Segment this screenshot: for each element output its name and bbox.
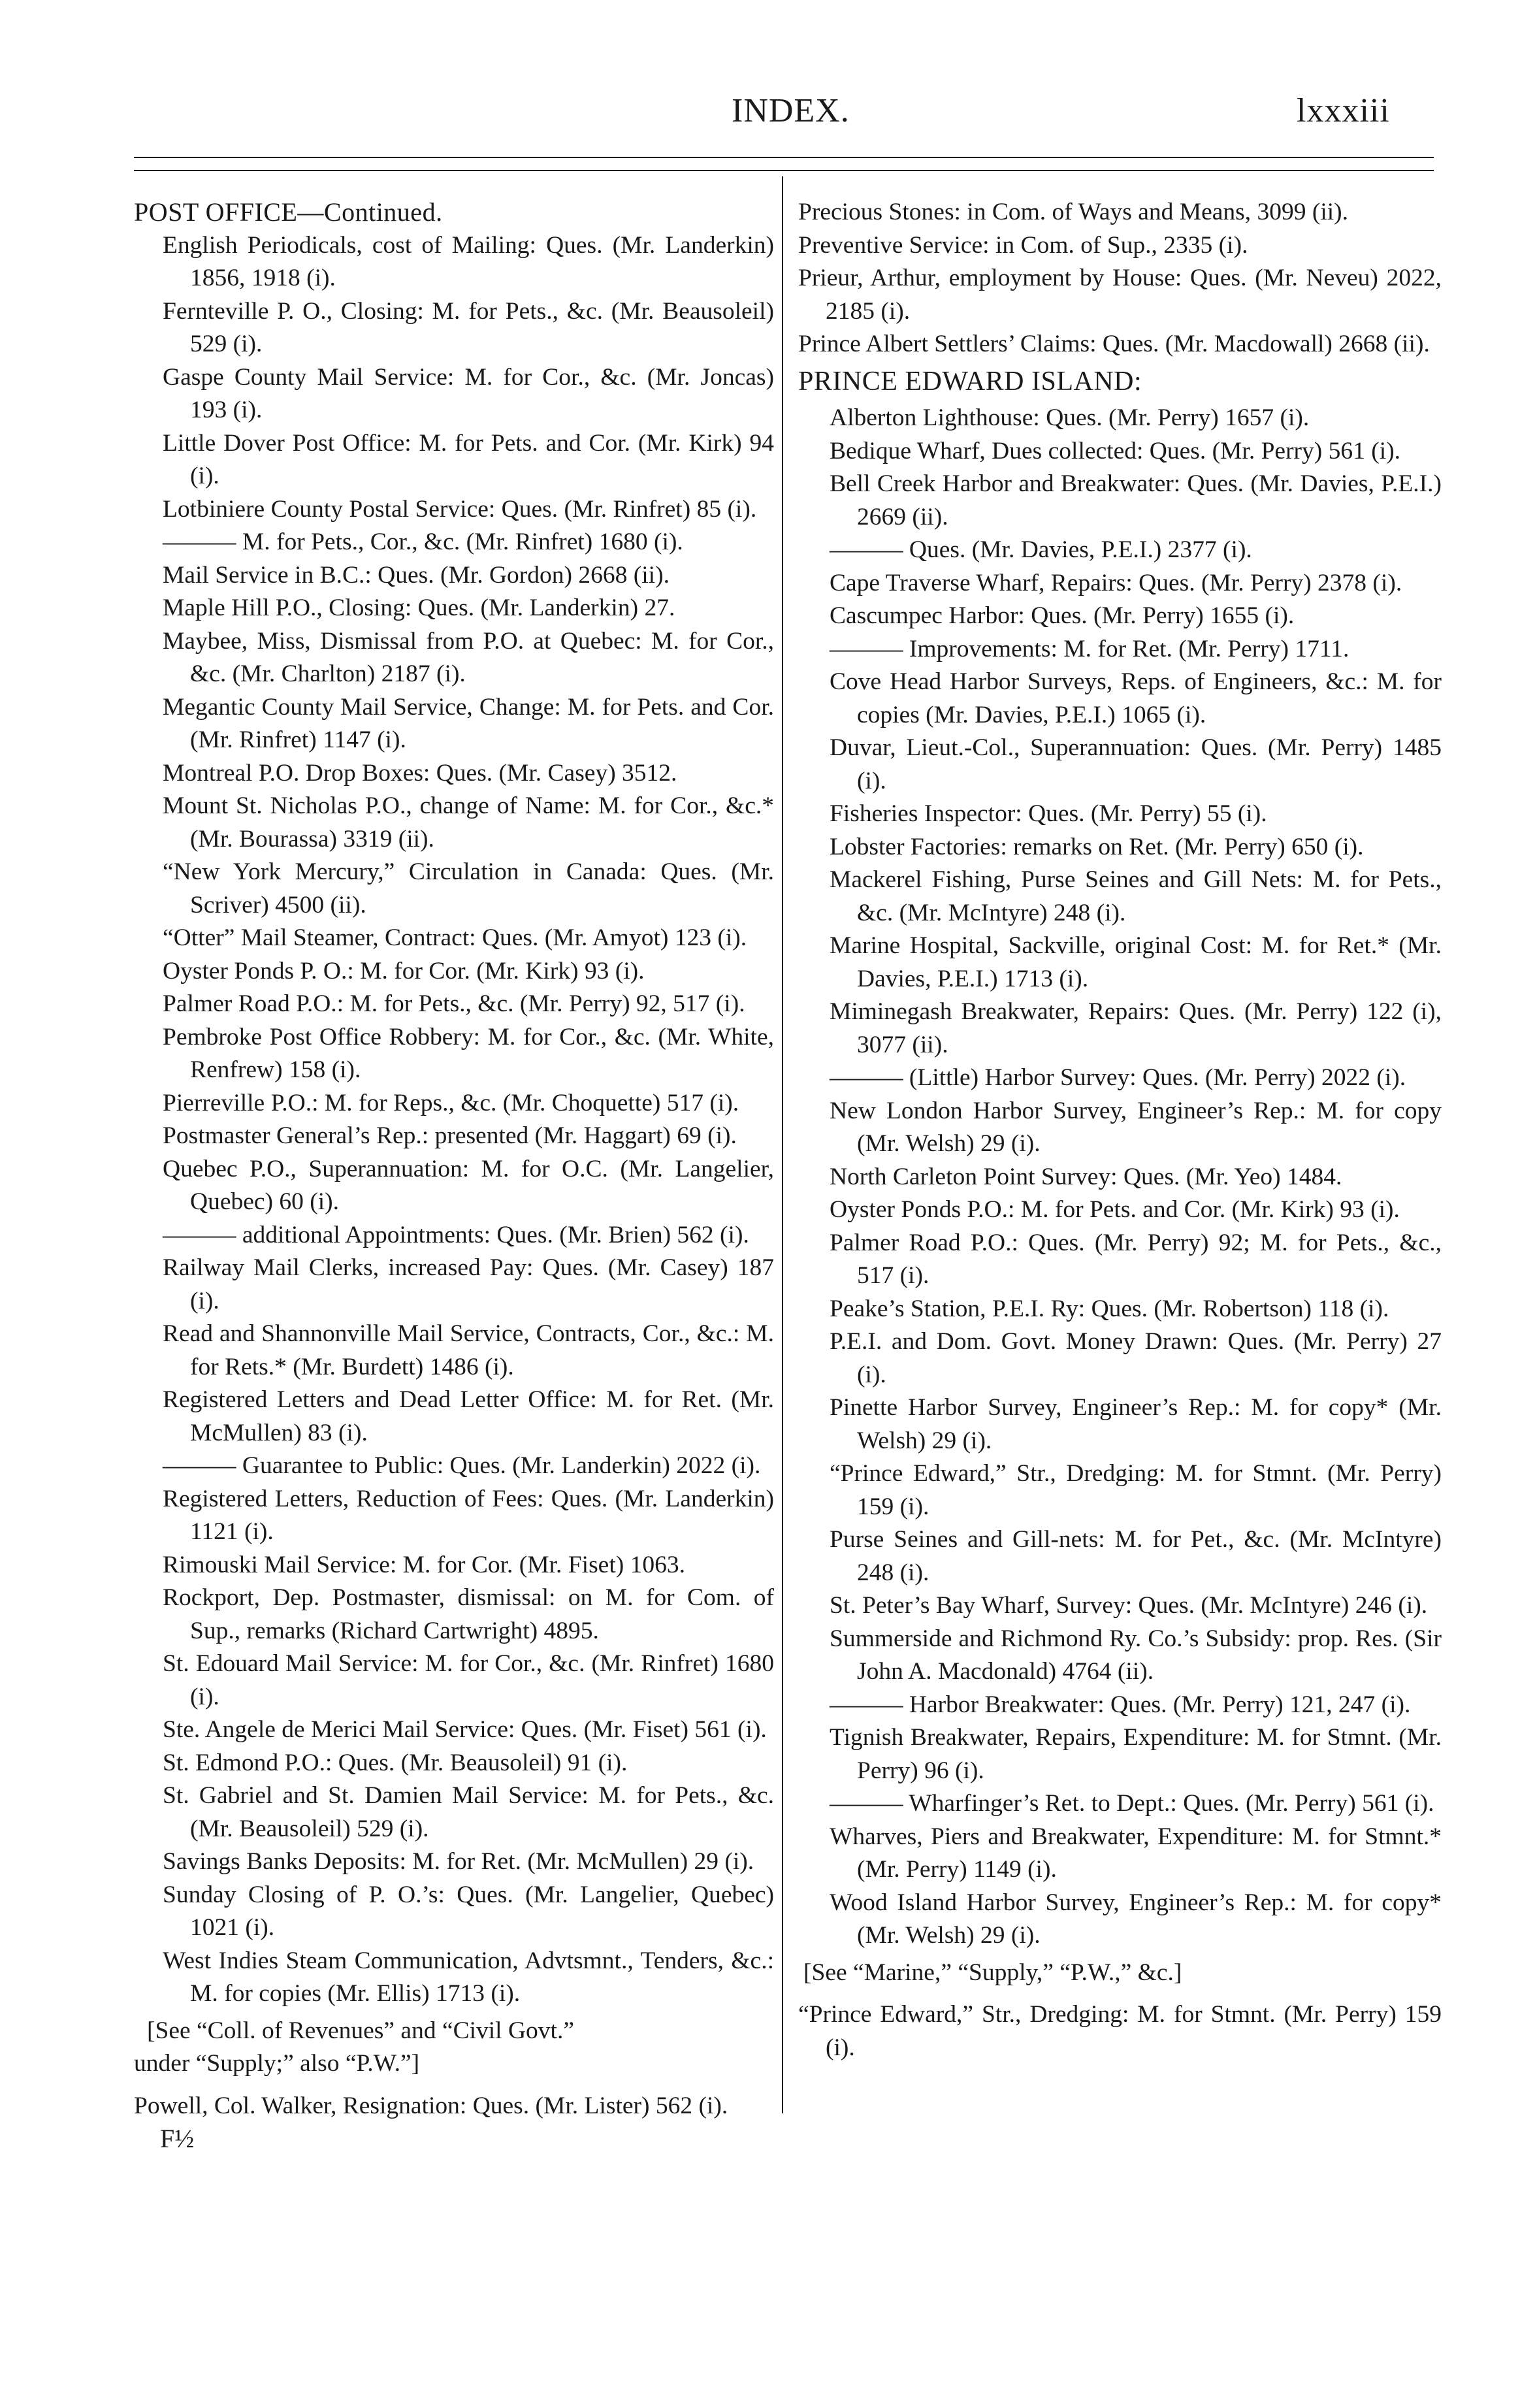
index-entry: St. Gabriel and St. Damien Mail Service: M. for Pets., &c. (Mr. Beausoleil) 529 (i). <box>163 1782 774 1842</box>
index-entry: North Carleton Point Survey: Ques. (Mr. Yeo) 1484. <box>830 1163 1342 1190</box>
index-entry: Peake’s Station, P.E.I. Ry: Ques. (Mr. Robertson) 118 (i). <box>830 1295 1389 1322</box>
index-entry: Palmer Road P.O.: M. for Pets., &c. (Mr. Perry) 92, 517 (i). <box>163 990 745 1017</box>
index-entry: Maybee, Miss, Dismissal from P.O. at Quebec: M. for Cor., &c. (Mr. Charlton) 2187 (i). <box>163 627 774 687</box>
index-entry: ——— Guarantee to Public: Ques. (Mr. Landerkin) 2022 (i). <box>163 1452 761 1479</box>
index-entry: Bell Creek Harbor and Breakwater: Ques. (Mr. Davies, P.E.I.) 2669 (ii). <box>830 470 1442 530</box>
index-entry: Alberton Lighthouse: Ques. (Mr. Perry) 1657 (i). <box>830 404 1310 431</box>
index-entry: Mail Service in B.C.: Ques. (Mr. Gordon) 2668 (ii). <box>163 561 670 589</box>
index-entry: ——— Ques. (Mr. Davies, P.E.I.) 2377 (i). <box>830 536 1252 563</box>
index-entry: ——— (Little) Harbor Survey: Ques. (Mr. Perry) 2022 (i). <box>830 1064 1406 1091</box>
index-entry: Mackerel Fishing, Purse Seines and Gill Nets: M. for Pets., &c. (Mr. McIntyre) 248 (i). <box>830 866 1442 926</box>
index-entry: Cape Traverse Wharf, Repairs: Ques. (Mr. Perry) 2378 (i). <box>830 569 1402 596</box>
index-entry: Summerside and Richmond Ry. Co.’s Subsidy: prop. Res. (Sir John A. Macdonald) 4764 (ii). <box>830 1625 1442 1685</box>
index-entry: Read and Shannonville Mail Service, Contracts, Cor., &c.: M. for Rets.* (Mr. Burdett) 1486 (i). <box>163 1320 774 1380</box>
index-entry: Bedique Wharf, Dues collected: Ques. (Mr. Perry) 561 (i). <box>830 437 1401 464</box>
index-entry: Montreal P.O. Drop Boxes: Ques. (Mr. Casey) 3512. <box>163 759 677 787</box>
section-heading-pei: PRINCE EDWARD ISLAND: <box>798 366 1142 397</box>
index-entry: Wharves, Piers and Breakwater, Expenditure: M. for Stmnt.* (Mr. Perry) 1149 (i). <box>830 1823 1442 1883</box>
index-entry: “Prince Edward,” Str., Dredging: M. for Stmnt. (Mr. Perry) 159 (i). <box>830 1460 1442 1520</box>
cross-reference-line-2: under “Supply;” also “P.W.”] <box>134 2050 420 2077</box>
index-entry: St. Edouard Mail Service: M. for Cor., &c. (Mr. Rinfret) 1680 (i). <box>163 1650 774 1710</box>
index-entry: Railway Mail Clerks, increased Pay: Ques. (Mr. Casey) 187 (i). <box>163 1254 774 1314</box>
index-entry: Pembroke Post Office Robbery: M. for Cor., &c. (Mr. White, Renfrew) 158 (i). <box>163 1023 774 1083</box>
index-entry: Ste. Angele de Merici Mail Service: Ques. (Mr. Fiset) 561 (i). <box>163 1716 767 1743</box>
index-entry: Duvar, Lieut.-Col., Superannuation: Ques. (Mr. Perry) 1485 (i). <box>830 734 1442 794</box>
index-entry: Savings Banks Deposits: M. for Ret. (Mr. McMullen) 29 (i). <box>163 1848 754 1875</box>
index-entry: Cascumpec Harbor: Ques. (Mr. Perry) 1655 (i). <box>830 602 1295 629</box>
index-entry: English Periodicals, cost of Mailing: Ques. (Mr. Landerkin) 1856, 1918 (i). <box>163 231 774 291</box>
index-entry: Maple Hill P.O., Closing: Ques. (Mr. Landerkin) 27. <box>163 594 675 621</box>
index-entry: Gaspe County Mail Service: M. for Cor., &c. (Mr. Joncas) 193 (i). <box>163 363 774 423</box>
signature-mark: F½ <box>160 2124 195 2153</box>
index-entry: Cove Head Harbor Surveys, Reps. of Engineers, &c.: M. for copies (Mr. Davies, P.E.I.) 1065 (i). <box>830 668 1442 728</box>
header-rule-lower <box>134 170 1434 171</box>
index-entry: New London Harbor Survey, Engineer’s Rep.: M. for copy (Mr. Welsh) 29 (i). <box>830 1097 1442 1157</box>
cross-reference-pei: [See “Marine,” “Supply,” “P.W.,” &c.] <box>803 1959 1182 1986</box>
index-entry: Fernteville P. O., Closing: M. for Pets., &c. (Mr. Beausoleil) 529 (i). <box>163 297 774 357</box>
index-entry: ——— M. for Pets., Cor., &c. (Mr. Rinfret) 1680 (i). <box>163 529 683 555</box>
page-number: lxxxiii <box>1297 92 1390 129</box>
cross-reference <box>134 2015 774 2081</box>
index-entry-prince-edward-str: “Prince Edward,” Str., Dredging: M. for Stmnt. (Mr. Perry) 159 (i). <box>798 2001 1442 2061</box>
index-entry: Marine Hospital, Sackville, original Cost: M. for Ret.* (Mr. Davies, P.E.I.) 1713 (i). <box>830 932 1442 992</box>
index-entry: Tignish Breakwater, Repairs, Expenditure: M. for Stmnt. (Mr. Perry) 96 (i). <box>830 1724 1442 1784</box>
index-entry: West Indies Steam Communication, Advtsmnt., Tenders, &c.: M. for copies (Mr. Ellis) 1713 (i). <box>163 1947 774 2007</box>
index-entry-powell: Powell, Col. Walker, Resignation: Ques. (Mr. Lister) 562 (i). <box>134 2092 728 2119</box>
index-entry: Precious Stones: in Com. of Ways and Means, 3099 (ii). <box>798 199 1349 225</box>
section-heading-post-office: POST OFFICE—Continued. <box>134 197 443 227</box>
index-entry: Mount St. Nicholas P.O., change of Name: M. for Cor., &c.* (Mr. Bourassa) 3319 (ii). <box>163 792 774 853</box>
index-entry: Megantic County Mail Service, Change: M. for Pets. and Cor. (Mr. Rinfret) 1147 (i). <box>163 693 774 753</box>
index-entry: Rimouski Mail Service: M. for Cor. (Mr. Fiset) 1063. <box>163 1551 685 1578</box>
header-rule <box>134 157 1434 158</box>
left-column <box>134 196 774 2156</box>
index-entry: Miminegash Breakwater, Repairs: Ques. (Mr. Perry) 122 (i), 3077 (ii). <box>830 998 1442 1058</box>
cross-reference-line-1: [See “Coll. of Revenues” and “Civil Govt.” <box>147 2017 574 2044</box>
index-entry: Lobster Factories: remarks on Ret. (Mr. Perry) 650 (i). <box>830 833 1364 860</box>
index-entry: St. Edmond P.O.: Ques. (Mr. Beausoleil) 91 (i). <box>163 1749 628 1776</box>
index-entry: Prieur, Arthur, employment by House: Ques. (Mr. Neveu) 2022, 2185 (i). <box>798 265 1442 325</box>
index-entry: P.E.I. and Dom. Govt. Money Drawn: Ques. (Mr. Perry) 27 (i). <box>830 1328 1442 1388</box>
index-entry: Oyster Ponds P.O.: M. for Pets. and Cor. (Mr. Kirk) 93 (i). <box>830 1196 1400 1223</box>
left-entry-list <box>134 229 774 2011</box>
index-entry: Little Dover Post Office: M. for Pets. and Cor. (Mr. Kirk) 94 (i). <box>163 429 774 489</box>
right-column <box>798 196 1442 2064</box>
index-entry: Registered Letters and Dead Letter Office: M. for Ret. (Mr. McMullen) 83 (i). <box>163 1386 774 1446</box>
index-entry: Oyster Ponds P. O.: M. for Cor. (Mr. Kirk) 93 (i). <box>163 957 645 984</box>
index-entry: St. Peter’s Bay Wharf, Survey: Ques. (Mr. McIntyre) 246 (i). <box>830 1592 1428 1619</box>
index-entry: Pierreville P.O.: M. for Reps., &c. (Mr. Choquette) 517 (i). <box>163 1089 739 1116</box>
index-entry: ——— Harbor Breakwater: Ques. (Mr. Perry) 121, 247 (i). <box>830 1691 1411 1718</box>
index-entry: Lotbiniere County Postal Service: Ques. (Mr. Rinfret) 85 (i). <box>163 495 757 523</box>
index-entry: Pinette Harbor Survey, Engineer’s Rep.: M. for copy* (Mr. Welsh) 29 (i). <box>830 1394 1442 1454</box>
index-entry: “Otter” Mail Steamer, Contract: Ques. (Mr. Amyot) 123 (i). <box>163 924 747 951</box>
index-entry: Postmaster General’s Rep.: presented (Mr. Haggart) 69 (i). <box>163 1122 737 1149</box>
right-entry-list <box>798 402 1442 1953</box>
index-entry: Fisheries Inspector: Ques. (Mr. Perry) 55 (i). <box>830 800 1267 827</box>
index-entry: Prince Albert Settlers’ Claims: Ques. (Mr. Macdowall) 2668 (ii). <box>798 331 1430 357</box>
index-entry: Quebec P.O., Superannuation: M. for O.C. (Mr. Langelier, Quebec) 60 (i). <box>163 1155 774 1215</box>
index-entry: Registered Letters, Reduction of Fees: Ques. (Mr. Landerkin) 1121 (i). <box>163 1485 774 1545</box>
running-title: INDEX. <box>732 92 850 129</box>
column-divider <box>782 176 783 2113</box>
index-entry: Sunday Closing of P. O.’s: Ques. (Mr. Langelier, Quebec) 1021 (i). <box>163 1881 774 1941</box>
index-entry: ——— Wharfinger’s Ret. to Dept.: Ques. (Mr. Perry) 561 (i). <box>830 1790 1434 1817</box>
index-entry: Palmer Road P.O.: Ques. (Mr. Perry) 92; M. for Pets., &c., 517 (i). <box>830 1229 1442 1289</box>
index-entry: Purse Seines and Gill-nets: M. for Pet., &c. (Mr. McIntyre) 248 (i). <box>830 1526 1442 1586</box>
right-top-entry-list <box>798 196 1442 361</box>
index-entry: Preventive Service: in Com. of Sup., 2335 (i). <box>798 231 1248 259</box>
index-entry: ——— Improvements: M. for Ret. (Mr. Perry) 1711. <box>830 635 1349 662</box>
index-entry: ——— additional Appointments: Ques. (Mr. Brien) 562 (i). <box>163 1221 749 1248</box>
index-entry: “New York Mercury,” Circulation in Canada: Ques. (Mr. Scriver) 4500 (ii). <box>163 858 774 919</box>
index-entry: Rockport, Dep. Postmaster, dismissal: on M. for Com. of Sup., remarks (Richard Cartwright) 4895. <box>163 1584 774 1644</box>
index-entry: Wood Island Harbor Survey, Engineer’s Rep.: M. for copy* (Mr. Welsh) 29 (i). <box>830 1889 1442 1949</box>
